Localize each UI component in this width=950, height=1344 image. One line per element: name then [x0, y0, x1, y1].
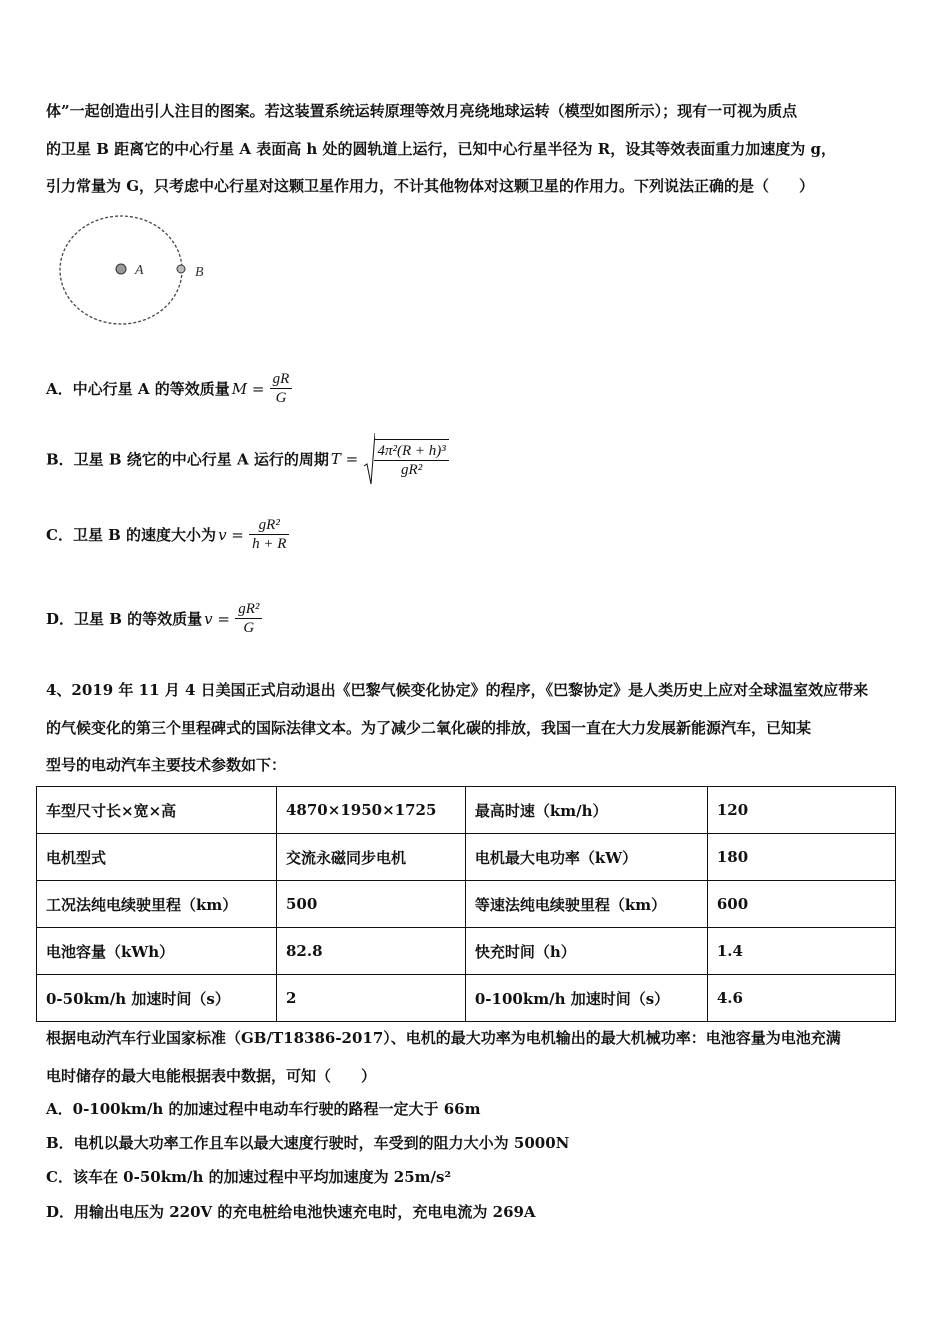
fraction-denominator: gR² [401, 462, 423, 478]
fraction-denominator: G [243, 620, 255, 636]
q3-option-a-text: A．中心行星 A 的等效质量 [46, 380, 230, 398]
planet-a [116, 264, 126, 274]
table-cell: 等速法纯电续驶里程（km） [465, 881, 707, 928]
q4-line-1: 4、2019 年 11 月 4 日美国正式启动退出《巴黎气候变化协定》的程序，《巴黎协定》是人类历史上应对全球温室效应带来 [46, 681, 869, 699]
q3-option-d[interactable] [46, 600, 262, 637]
q3-option-b-fraction [374, 439, 448, 479]
fraction-numerator: gR² [249, 516, 289, 535]
table-cell: 车型尺寸长×宽×高 [37, 787, 277, 834]
label-b: B [195, 265, 204, 280]
q4-option-d[interactable]: D．用输出电压为 220V 的充电桩给电池快速充电时，充电电流为 269A [46, 1203, 536, 1221]
q4-after-line-1: 根据电动汽车行业国家标准（GB/T18386-2017）、电机的最大功率为电机输出的最大机械功率：电池容量为电池充满 [46, 1029, 841, 1047]
table-cell: 快充时间（h） [465, 928, 707, 975]
q4-option-a[interactable]: A．0-100km/h 的加速过程中电动车行驶的路程一定大于 66m [46, 1100, 481, 1118]
q4-option-c[interactable]: C．该车在 0-50km/h 的加速过程中平均加速度为 25m/s² [46, 1168, 452, 1186]
q3-option-d-fraction [235, 600, 262, 637]
table-cell: 82.8 [277, 928, 466, 975]
q4-after-line-2: 电时储存的最大电能根据表中数据，可知（ ） [46, 1067, 377, 1085]
table-cell: 4.6 [707, 975, 895, 1022]
q3-option-a-lhs: M = [231, 379, 265, 398]
table-cell: 交流永磁同步电机 [277, 834, 466, 881]
q3-option-b-lhs: T = [330, 450, 359, 468]
q4-line-2: 的气候变化的第三个里程碑式的国际法律文本。为了减少二氧化碳的排放，我国一直在大力发展新能源汽车，已知某 [46, 719, 812, 737]
table-row [37, 881, 896, 928]
table-row [37, 928, 896, 975]
q3-option-b-text: B．卫星 B 绕它的中心行星 A 运行的周期 [46, 450, 329, 469]
spec-table [36, 786, 896, 1022]
table-cell: 500 [277, 881, 466, 928]
table-cell: 电机最大电功率（kW） [465, 834, 707, 881]
q3-line-1: 体”一起创造出引人注目的图案。若这装置系统运转原理等效月亮绕地球运转（模型如图所示）；现有一可视为质点 [46, 102, 798, 120]
table-cell: 最高时速（km/h） [465, 787, 707, 834]
table-cell: 120 [707, 787, 895, 834]
q3-option-c-lhs: v = [218, 525, 244, 544]
q3-option-a-fraction [270, 370, 293, 407]
table-cell: 工况法纯电续驶里程（km） [37, 881, 277, 928]
table-cell: 电机型式 [37, 834, 277, 881]
table-cell: 1.4 [707, 928, 895, 975]
fraction-numerator: gR² [235, 600, 262, 619]
orbit-diagram [55, 215, 225, 330]
q3-option-a[interactable] [46, 370, 292, 407]
fraction-numerator: gR [270, 370, 293, 389]
satellite-b [177, 265, 185, 273]
fraction-denominator: h + R [252, 536, 287, 552]
table-row [37, 975, 896, 1022]
table-cell: 180 [707, 834, 895, 881]
q3-option-c[interactable] [46, 516, 289, 553]
q4-line-3: 型号的电动汽车主要技术参数如下： [46, 756, 287, 774]
q3-option-d-lhs: v = [204, 609, 230, 628]
table-cell: 0-100km/h 加速时间（s） [465, 975, 707, 1022]
table-cell: 电池容量（kWh） [37, 928, 277, 975]
table-row [37, 834, 896, 881]
q3-option-c-fraction [249, 516, 289, 553]
q3-option-c-text: C．卫星 B 的速度大小为 [46, 526, 217, 544]
q3-line-3: 引力常量为 G，只考虑中心行星对这颗卫星作用力，不计其他物体对这颗卫星的作用力。下列说法正确的是（ ） [46, 177, 815, 195]
q4-option-b[interactable]: B．电机以最大功率工作且车以最大速度行驶时，车受到的阻力大小为 5000N [46, 1134, 570, 1152]
table-cell: 2 [277, 975, 466, 1022]
table-cell: 4870×1950×1725 [277, 787, 466, 834]
table-row [37, 787, 896, 834]
label-a: A [135, 263, 144, 278]
table-cell: 0-50km/h 加速时间（s） [37, 975, 277, 1022]
table-cell: 600 [707, 881, 895, 928]
fraction-numerator: 4π²(R + h)³ [374, 442, 448, 461]
q3-option-b[interactable] [46, 432, 449, 486]
q3-line-2: 的卫星 B 距离它的中心行星 A 表面高 h 处的圆轨道上运行，已知中心行星半径为 R，设其等效表面重力加速度为 g， [46, 140, 836, 158]
fraction-denominator: G [275, 390, 287, 406]
q3-option-d-text: D．卫星 B 的等效质量 [46, 610, 203, 628]
